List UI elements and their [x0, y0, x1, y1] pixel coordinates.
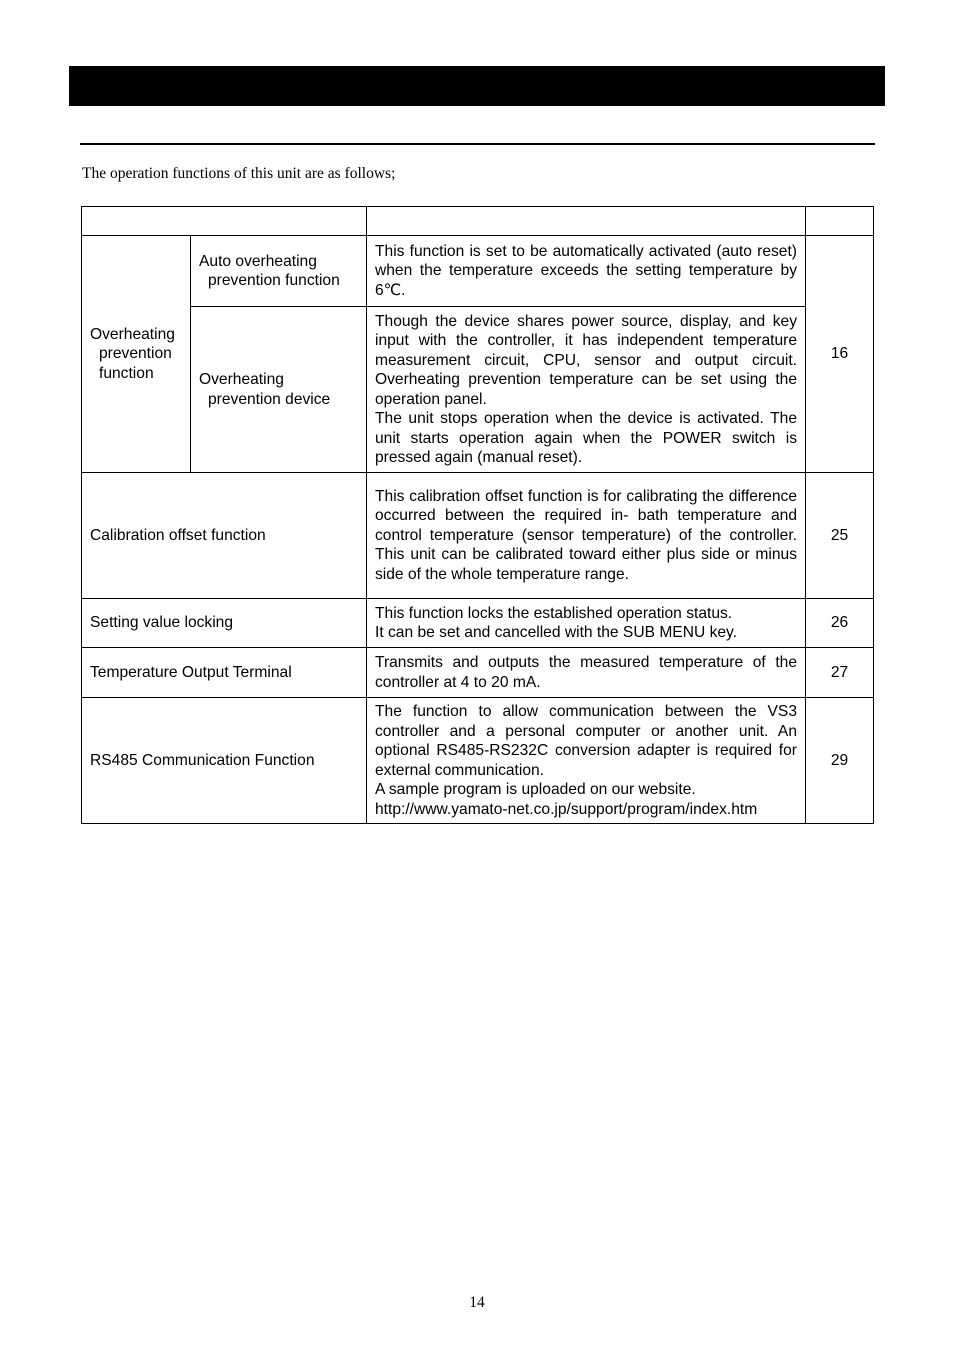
overheating-group-label-2: prevention — [99, 345, 172, 363]
overheating-device-desc-cell — [367, 307, 806, 473]
temp-output-desc: Transmits and outputs the measured temperature of the controller at 4 to 20 mA. — [367, 648, 806, 698]
calibration-desc: This calibration offset function is for calibrating the difference occurred between the required in- bath temperature and control temperature (sensor temperature) of the controller. This unit can be calibrated toward either plus side or minus side of the whole temperature range. — [367, 473, 806, 599]
table-row — [82, 473, 874, 599]
rs485-url: http://www.yamato-net.co.jp/support/program/index.htm — [375, 800, 758, 818]
locking-desc-1: This function locks the established operation status. — [375, 604, 733, 622]
overheating-device-desc-2: The unit stops operation when the device is activated. The unit starts operation again when the POWER switch is pressed again (manual reset). — [375, 410, 797, 466]
functions-table — [81, 206, 874, 824]
section-header-bar — [69, 66, 885, 106]
calibration-name: Calibration offset function — [82, 473, 367, 599]
header-cell-page — [806, 207, 874, 236]
table-row — [82, 698, 874, 824]
locking-name: Setting value locking — [82, 599, 367, 648]
overheating-group-label-3: function — [99, 364, 154, 382]
header-cell-description — [367, 207, 806, 236]
overheating-device-desc-1: Though the device shares power source, display, and key input with the controller, it has independent temperature measurement circuit, CPU, sensor and output circuit. Overheating prevention temperature can be set using the operation panel. — [375, 312, 797, 408]
rs485-page: 29 — [806, 698, 874, 824]
rs485-desc-2: A sample program is uploaded on our website. — [375, 781, 696, 798]
intro-text: The operation functions of this unit are as follows; — [82, 165, 396, 182]
temp-output-page: 27 — [806, 648, 874, 698]
overheating-group-label-1: Overheating — [90, 325, 175, 343]
rs485-name: RS485 Communication Function — [82, 698, 367, 824]
overheating-device-name-2: prevention device — [208, 390, 331, 408]
auto-overheating-name-1: Auto overheating — [199, 252, 317, 270]
rs485-desc-cell — [367, 698, 806, 824]
locking-page: 26 — [806, 599, 874, 648]
temp-output-name: Temperature Output Terminal — [82, 648, 367, 698]
auto-overheating-name-2: prevention function — [208, 272, 340, 289]
auto-overheating-name-cell — [191, 236, 367, 307]
overheating-group-cell — [82, 236, 191, 473]
rs485-desc-1: The function to allow communication between the VS3 controller and a personal computer or another unit. An optional RS485-RS232C conversion adapter is required for external communication. — [375, 703, 797, 779]
overheating-device-name-1: Overheating — [199, 371, 284, 388]
heading-rule — [80, 143, 875, 145]
table-row — [82, 648, 874, 698]
page-number: 14 — [469, 1294, 485, 1311]
table-row — [82, 236, 874, 307]
locking-desc-cell — [367, 599, 806, 648]
locking-desc-2: It can be set and cancelled with the SUB MENU key. — [375, 624, 738, 641]
overheating-page: 16 — [806, 236, 874, 473]
table-row — [82, 307, 874, 473]
header-cell-function — [82, 207, 367, 236]
table-header-row — [82, 207, 874, 236]
auto-overheating-desc: This function is set to be automatically activated (auto reset) when the temperature exceeds the setting temperature by 6℃. — [367, 236, 806, 307]
overheating-device-name-cell — [191, 307, 367, 473]
table-row — [82, 599, 874, 648]
calibration-page: 25 — [806, 473, 874, 599]
